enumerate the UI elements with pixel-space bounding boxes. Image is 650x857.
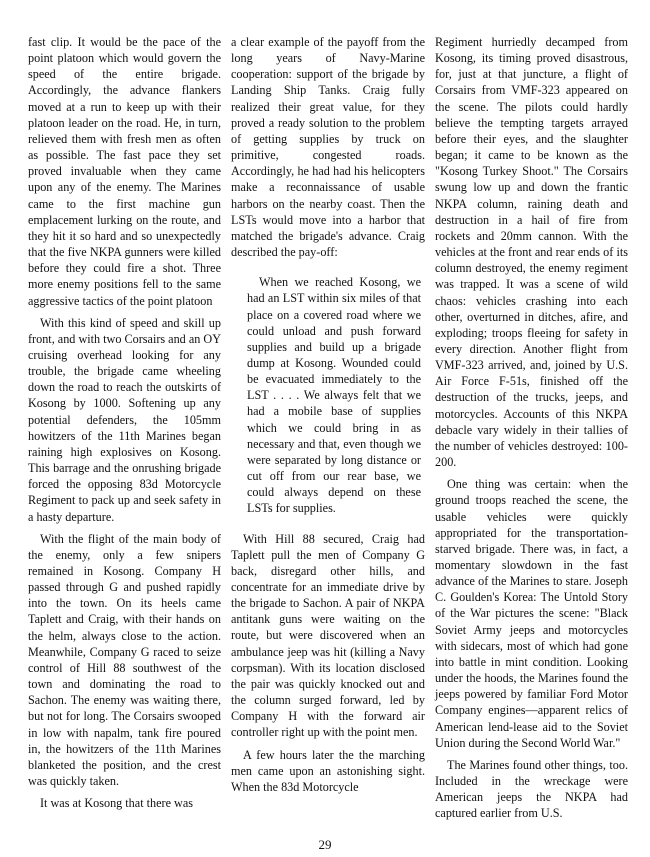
paragraph: With the flight of the main body of the enemy, only a few snipers remained in Kosong. Company H passed through G and pushed rapidly into the town. On its heels came Taplett and Craig, with their hands on the helm, always close to the action. Meanwhile, Company G raced to seize control of Hill 88 southwest of the town and dominating the road to Sachon. The enemy was waiting there, but not for long. The Corsairs swooped in low with napalm, tank fire poured in, the howitzers of the 11th Marines blanketed the position, and the crest was quickly taken. <box>28 531 221 789</box>
paragraph: With this kind of speed and skill up front, and with two Corsairs and an OY cruising overhead looking for any trouble, the brigade came wheeling down the road to reach the outskirts of Kosong by 1000. Softening up any potential defenders, the 105mm howitzers of the 11th Marines began raining high explosives on Kosong. This barrage and the onrushing brigade forced the opposing 83d Motorcycle Regiment to pack up and seek safety in a hasty departure. <box>28 315 221 524</box>
paragraph: The Marines found other things, too. Included in the wreckage were American jeeps the NKPA had captured earlier from U.S. <box>435 757 628 821</box>
paragraph: A few hours later the the marching men came upon an astonishing sight. When the 83d Motorcycle <box>231 747 425 794</box>
text-column-middle <box>231 34 425 795</box>
paragraph: a clear example of the payoff from the long years of Navy-Marine cooperation: support of the brigade by Landing Ship Tanks. Craig fully realized their great value, for they proved a ready solution to the problem of getting supplies by truck on primitive, congested roads. Accordingly, he had had his helicopters make a reconnaissance of usable harbors on the nearby coast. Then the LSTs would move into a harbor that matched the brigade's advance. Craig described the pay-off: <box>231 35 425 260</box>
paragraph: Regiment hurriedly decamped from Kosong, its timing proved disastrous, for, just at that juncture, a flight of Corsairs from VMF-323 appeared on the scene. The pilots could hardly believe the tempting targets arrayed before their eyes, and the slaughter began; it came to be known as the "Kosong Turkey Shoot." The Corsairs swung low up and down the frantic NKPA column, raining death and destruction in a hail of fire from rockets and 20mm cannon. With the vehicles at the front and rear ends of its column destroyed, the enemy regiment was trapped. It was a scene of wild chaos: vehicles crashing into each other, overturned in ditches, afire, and exploding; troops fleeing for safety in every direction. Another flight from VMF-323 arrived, and, joined by U.S. Air Force F-51s, finished off the destruction of the trucks, jeeps, and motorcycles. Accounts of this NKPA debacle vary widely in their tallies of the number of vehicles destroyed: 100-200. <box>435 35 628 470</box>
paragraph: It was at Kosong that there was <box>40 796 193 811</box>
block-quote: When we reached Kosong, we had an LST within six miles of that place on a covered road where we could unload and push forward supplies and build up a brigade dump at Kosong. Wounded could be evacuated immediately to the LST . . . . We always felt that we had a mobile base of supplies which we could bring in as necessary and that, even though we were separated by long distance or cut off from our rear base, we could always depend on these LSTs for supplies. <box>247 275 421 516</box>
paragraph: fast clip. It would be the pace of the point platoon which would govern the speed of the entire brigade. Accordingly, the advance flankers moved at a run to keep up with their platoon leader on the road. He, in turn, relieved them with fresh men as often as possible. The fast pace they set proved invaluable when they came upon any of the enemy. The Marines came to the first machine gun emplacement lurking on the route, and they hit it so hard and so unexpectedly that the five NKPA gunners were killed before they could fire a shot. Three more enemy positions fell to the same aggressive tactics of the point platoon <box>28 35 221 308</box>
paragraph: One thing was certain: when the ground troops reached the scene, the usable vehicles were quickly appropriated for the transportation-starved brigade. There was, in fact, a momentary slowdown in the fast advance of the Marines to stare. Joseph C. Goulden's Korea: The Untold Story of the War pictures the scene: "Black Soviet Army jeeps and motorcycles with sidecars, most of which had gone into battle in mint condition. Looking under the hoods, the Marines found the jeeps powered by familiar Ford Motor Company engines—apparent relics of American lend-lease aid to the Soviet Union during the Second World War." <box>435 477 628 750</box>
page-number: 29 <box>318 837 332 852</box>
text-column-left <box>28 34 221 811</box>
paragraph: With Hill 88 secured, Craig had Taplett pull the men of Company G back, disregard other hills, and concentrate for an immediate drive by the brigade to Sachon. A pair of NKPA antitank guns were waiting on the route, but were discovered when an ambulance jeep was hit (killing a Navy corpsman). With its location disclosed the pair was quickly knocked out and the column surged forward, led by Company H with the forward air controller right up with the point men. <box>231 531 425 740</box>
text-column-right <box>435 34 628 822</box>
